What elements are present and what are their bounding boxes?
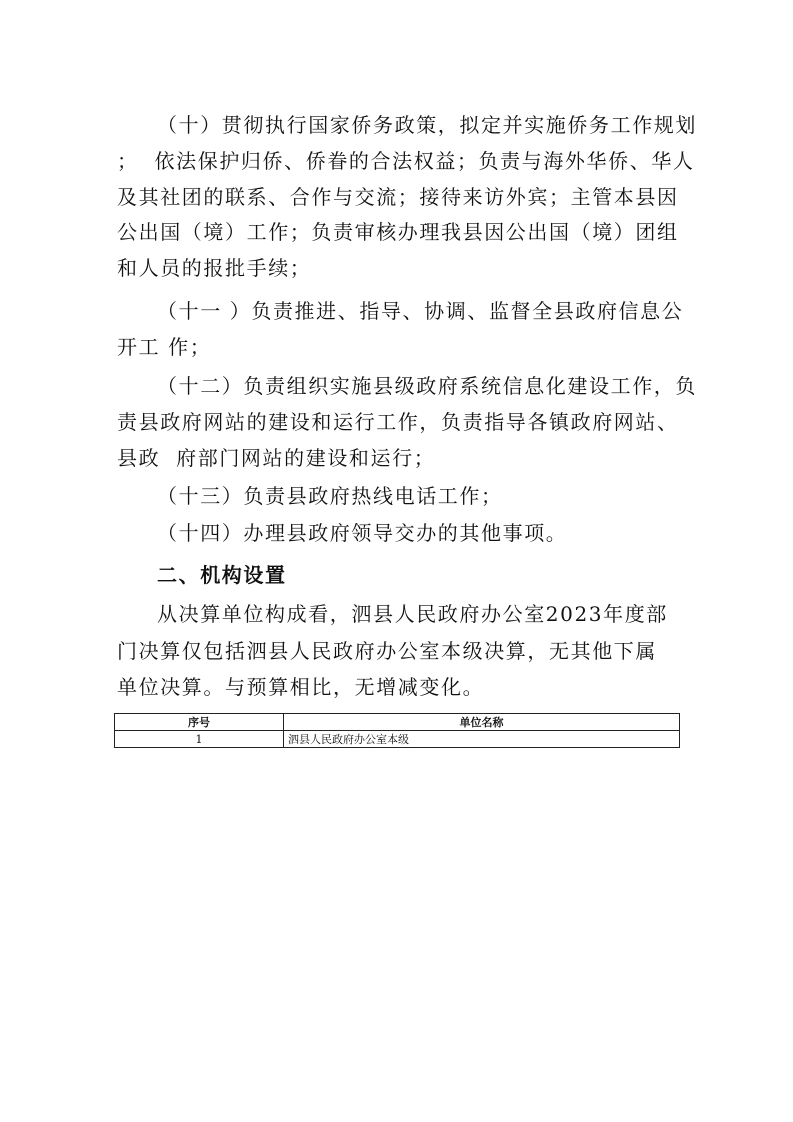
- text-line: （十一 ）负责推进、指导、协调、监督全县政府信息公: [157, 299, 684, 323]
- text-line: 责县政府网站的建设和运行工作，负责指导各镇政府网站、: [117, 410, 679, 434]
- text-line: 门决算仅包括泗县人民政府办公室本级决算，无其他下属: [117, 639, 657, 663]
- table-cell: 1: [115, 731, 284, 748]
- text-line: （十）贯彻执行国家侨务政策，拟定并实施侨务工作规划: [157, 113, 697, 137]
- text-line: （十三）负责县政府热线电话工作；: [157, 484, 503, 508]
- text-line: ； 依法保护归侨、侨眷的合法权益；负责与海外华侨、华人: [117, 149, 695, 173]
- text-line: （十二）负责组织实施县级政府系统信息化建设工作，负: [157, 374, 697, 398]
- table-header-cell: 序号: [115, 714, 284, 731]
- text-line: 单位决算。与预算相比，无增减变化。: [117, 675, 485, 699]
- text-line: 公出国（境）工作；负责审核办理我县因公出国（境）团组: [117, 220, 679, 244]
- text-line: 开工 作；: [117, 335, 212, 359]
- table-header-row: [115, 714, 680, 731]
- unit-table: [114, 713, 680, 748]
- text-line: 从决算单位构成看，泗县人民政府办公室2023年度部: [157, 602, 668, 626]
- section-heading: 二、机构设置: [157, 563, 287, 587]
- table-row: [115, 731, 680, 748]
- text-line: （十四）办理县政府领导交办的其他事项。: [157, 521, 568, 545]
- table-header-cell: 单位名称: [284, 714, 680, 731]
- text-line: 及其社团的联系、合作与交流；接待来访外宾；主管本县因: [117, 185, 679, 209]
- text-line: 县政 府部门网站的建设和运行；: [117, 446, 436, 470]
- table-cell: 泗县人民政府办公室本级: [284, 731, 680, 748]
- text-line: 和人员的报批手续；: [117, 256, 312, 280]
